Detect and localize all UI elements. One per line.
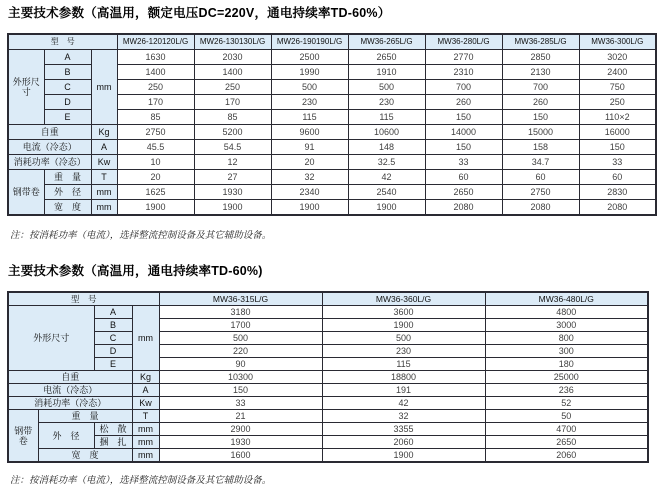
value-cell: 14000 (425, 125, 502, 140)
parameters-table-td60 (7, 291, 649, 463)
value-cell: 2080 (579, 200, 656, 216)
unit-cell: T (91, 170, 117, 185)
value-cell: 3355 (322, 423, 485, 436)
value-cell: 85 (194, 110, 271, 125)
value-cell: 250 (117, 80, 194, 95)
value-cell: 2650 (348, 50, 425, 65)
unit-cell: Kg (132, 371, 159, 384)
value-cell: 170 (117, 95, 194, 110)
value-cell: 2650 (425, 185, 502, 200)
value-cell: 45.5 (117, 140, 194, 155)
row-label: 重 量 (44, 170, 91, 185)
value-cell: 110×2 (579, 110, 656, 125)
value-cell: 3600 (322, 306, 485, 319)
value-cell: 5200 (194, 125, 271, 140)
row-label: 重 量 (38, 410, 132, 423)
value-cell: 20 (271, 155, 348, 170)
dim-label: B (94, 319, 132, 332)
value-cell: 150 (502, 110, 579, 125)
unit-cell: mm (132, 449, 159, 463)
dim-label: E (44, 110, 91, 125)
row-label: 消耗功率（冷态） (8, 155, 91, 170)
value-cell: 1625 (117, 185, 194, 200)
value-cell: 1900 (271, 200, 348, 216)
value-cell: 2770 (425, 50, 502, 65)
value-cell: 1400 (194, 65, 271, 80)
model-cell: MW36-360L/G (322, 292, 485, 306)
unit-cell: Kw (132, 397, 159, 410)
row-label: 外 径 (44, 185, 91, 200)
dim-label: C (44, 80, 91, 95)
value-cell: 91 (271, 140, 348, 155)
model-no-header: 型 号 (8, 292, 159, 306)
unit-cell: T (132, 410, 159, 423)
value-cell: 700 (502, 80, 579, 95)
value-cell: 1930 (194, 185, 271, 200)
value-cell: 21 (159, 410, 322, 423)
value-cell: 16000 (579, 125, 656, 140)
value-cell: 2650 (485, 436, 648, 449)
row-label: 自重 (8, 125, 91, 140)
value-cell: 150 (425, 140, 502, 155)
row-label: 外 径 (38, 423, 94, 449)
model-cell: MW36-300L/G (579, 34, 656, 50)
unit-cell: Kw (91, 155, 117, 170)
value-cell: 2080 (502, 200, 579, 216)
dim-label: A (94, 306, 132, 319)
value-cell: 2310 (425, 65, 502, 80)
value-cell: 230 (271, 95, 348, 110)
value-cell: 3000 (485, 319, 648, 332)
value-cell: 500 (271, 80, 348, 95)
value-cell: 27 (194, 170, 271, 185)
value-cell: 191 (322, 384, 485, 397)
value-cell: 2750 (117, 125, 194, 140)
value-cell: 260 (502, 95, 579, 110)
value-cell: 150 (159, 384, 322, 397)
value-cell: 2130 (502, 65, 579, 80)
value-cell: 33 (425, 155, 502, 170)
value-cell: 2830 (579, 185, 656, 200)
value-cell: 180 (485, 358, 648, 371)
model-cell: MW26-190190L/G (271, 34, 348, 50)
value-cell: 54.5 (194, 140, 271, 155)
value-cell: 2080 (425, 200, 502, 216)
value-cell: 2850 (502, 50, 579, 65)
dim-label: D (44, 95, 91, 110)
dim-label: B (44, 65, 91, 80)
unit-cell: mm (91, 185, 117, 200)
dim-label: D (94, 345, 132, 358)
table2-title: 主要技术参数（高温用，通电持续率TD-60%) (8, 264, 263, 278)
value-cell: 90 (159, 358, 322, 371)
value-cell: 700 (425, 80, 502, 95)
value-cell: 3020 (579, 50, 656, 65)
table1-body (8, 34, 656, 215)
value-cell: 52 (485, 397, 648, 410)
value-cell: 2340 (271, 185, 348, 200)
value-cell: 115 (348, 110, 425, 125)
value-cell: 12 (194, 155, 271, 170)
value-cell: 42 (322, 397, 485, 410)
value-cell: 1630 (117, 50, 194, 65)
model-no-header: 型 号 (8, 34, 117, 50)
value-cell: 42 (348, 170, 425, 185)
value-cell: 2900 (159, 423, 322, 436)
parameters-table-dc220 (7, 33, 657, 216)
row-label: 宽 度 (38, 449, 132, 463)
value-cell: 750 (579, 80, 656, 95)
model-cell: MW36-480L/G (485, 292, 648, 306)
value-cell: 115 (271, 110, 348, 125)
value-cell: 34.7 (502, 155, 579, 170)
value-cell: 3180 (159, 306, 322, 319)
sub-row-label: 捆 扎 (94, 436, 132, 449)
dim-label: E (94, 358, 132, 371)
model-cell: MW36-285L/G (502, 34, 579, 50)
value-cell: 1900 (322, 449, 485, 463)
table2-body (8, 292, 648, 462)
row-label: 电流（冷态） (8, 384, 132, 397)
value-cell: 4700 (485, 423, 648, 436)
value-cell: 25000 (485, 371, 648, 384)
group-label: 外形尺寸 (8, 50, 44, 125)
row-label: 自重 (8, 371, 132, 384)
value-cell: 500 (348, 80, 425, 95)
value-cell: 2060 (485, 449, 648, 463)
value-cell: 32 (271, 170, 348, 185)
value-cell: 1900 (322, 319, 485, 332)
value-cell: 150 (579, 140, 656, 155)
value-cell: 2750 (502, 185, 579, 200)
model-cell: MW26-130130L/G (194, 34, 271, 50)
value-cell: 1600 (159, 449, 322, 463)
table1-title: 主要技术参数（高温用，额定电压DC=220V，通电持续率TD-60%） (8, 6, 391, 20)
value-cell: 60 (425, 170, 502, 185)
group-label: 外形尺寸 (8, 306, 94, 371)
value-cell: 9600 (271, 125, 348, 140)
value-cell: 1930 (159, 436, 322, 449)
dim-label: A (44, 50, 91, 65)
value-cell: 15000 (502, 125, 579, 140)
table2-footnote: 注：按消耗功率（电流），选择整流控制设备及其它辅助设备。 (10, 476, 272, 486)
group-label: 钢带卷 (8, 410, 38, 463)
value-cell: 500 (159, 332, 322, 345)
unit-cell: mm (132, 306, 159, 371)
value-cell: 60 (579, 170, 656, 185)
value-cell: 10 (117, 155, 194, 170)
value-cell: 1400 (117, 65, 194, 80)
value-cell: 2540 (348, 185, 425, 200)
value-cell: 115 (322, 358, 485, 371)
unit-cell: mm (132, 423, 159, 436)
model-cell: MW26-120120L/G (117, 34, 194, 50)
dim-label: C (94, 332, 132, 345)
unit-cell: mm (91, 200, 117, 216)
value-cell: 2500 (271, 50, 348, 65)
value-cell: 60 (502, 170, 579, 185)
value-cell: 1900 (194, 200, 271, 216)
value-cell: 2400 (579, 65, 656, 80)
row-label: 电流（冷态） (8, 140, 91, 155)
value-cell: 32.5 (348, 155, 425, 170)
value-cell: 50 (485, 410, 648, 423)
value-cell: 32 (322, 410, 485, 423)
value-cell: 230 (322, 345, 485, 358)
value-cell: 33 (579, 155, 656, 170)
group-label: 钢带卷 (8, 170, 44, 216)
value-cell: 2030 (194, 50, 271, 65)
unit-cell: A (91, 140, 117, 155)
unit-cell: mm (91, 50, 117, 125)
value-cell: 2060 (322, 436, 485, 449)
value-cell: 4800 (485, 306, 648, 319)
value-cell: 1900 (348, 200, 425, 216)
value-cell: 800 (485, 332, 648, 345)
row-label: 宽 度 (44, 200, 91, 216)
row-label: 消耗功率（冷态） (8, 397, 132, 410)
value-cell: 260 (425, 95, 502, 110)
value-cell: 33 (159, 397, 322, 410)
value-cell: 148 (348, 140, 425, 155)
value-cell: 10300 (159, 371, 322, 384)
model-cell: MW36-315L/G (159, 292, 322, 306)
value-cell: 230 (348, 95, 425, 110)
unit-cell: Kg (91, 125, 117, 140)
value-cell: 1910 (348, 65, 425, 80)
value-cell: 500 (322, 332, 485, 345)
value-cell: 250 (194, 80, 271, 95)
model-cell: MW36-280L/G (425, 34, 502, 50)
value-cell: 1700 (159, 319, 322, 332)
value-cell: 1990 (271, 65, 348, 80)
value-cell: 18800 (322, 371, 485, 384)
value-cell: 150 (425, 110, 502, 125)
value-cell: 158 (502, 140, 579, 155)
sub-row-label: 松 散 (94, 423, 132, 436)
value-cell: 300 (485, 345, 648, 358)
value-cell: 236 (485, 384, 648, 397)
value-cell: 220 (159, 345, 322, 358)
table1-footnote: 注：按消耗功率（电流），选择整流控制设备及其它辅助设备。 (10, 231, 272, 241)
unit-cell: A (132, 384, 159, 397)
value-cell: 170 (194, 95, 271, 110)
value-cell: 1900 (117, 200, 194, 216)
value-cell: 85 (117, 110, 194, 125)
model-cell: MW36-265L/G (348, 34, 425, 50)
unit-cell: mm (132, 436, 159, 449)
value-cell: 20 (117, 170, 194, 185)
value-cell: 10600 (348, 125, 425, 140)
value-cell: 250 (579, 95, 656, 110)
